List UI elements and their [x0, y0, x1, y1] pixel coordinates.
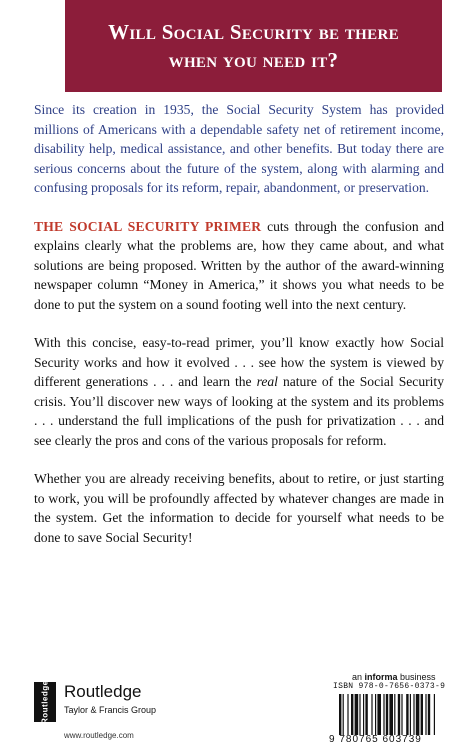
barcode-bar — [386, 694, 388, 735]
barcode-bar — [355, 694, 359, 735]
intro-paragraph: Since its creation in 1935, the Social Security System has provided millions of Americans with a dependable safety net of retirement income, disability help, medical assistance, and other benefits. But today there are serious concerns about the future of the system, along with alarming and confusing proposals for its reform, repair, abandonment, or preservation. — [34, 102, 444, 195]
barcode-bar — [389, 694, 393, 735]
barcode-bar — [383, 694, 384, 735]
barcode-bar — [343, 694, 344, 735]
barcode-bar — [377, 694, 381, 735]
barcode-digits: 9 780765 603739 — [329, 734, 422, 745]
informa-suffix: business — [397, 672, 436, 682]
barcode-bar — [413, 694, 414, 735]
barcode-bar — [416, 694, 420, 735]
publisher-logo — [34, 680, 234, 740]
primer-title: THE SOCIAL SECURITY PRIMER — [34, 218, 262, 234]
barcode-bar — [406, 694, 408, 735]
primer-paragraph-text: cuts through the confusion and explains clearly what the problems are, how they came about, and what solutions are being proposed. Written by the author of the award-winning newspaper column “Money in America,” it shows you what needs to be done to put the system on a sound footing well into the next century. — [34, 218, 444, 312]
barcode-bar — [401, 694, 402, 735]
benefits-text-2: nature of the Social Security crisis. You’ll discover new ways of looking at the system and its problems . . . understand the full implications of the push for privatization . . . and see clearly the pros and cons of the various proposals for reform. — [34, 374, 444, 448]
closing-paragraph: Whether you are already receiving benefits, about to retire, or just starting to work, you will be profoundly affected by whatever changes are made in the system. Get the information to decide for yourself what needs to be done to save Social Security! — [34, 471, 444, 545]
barcode-bar — [425, 694, 426, 735]
body-text — [34, 100, 444, 566]
publisher-group: Taylor & Francis Group — [64, 705, 157, 715]
informa-brand: informa — [364, 672, 398, 682]
barcode-bar — [434, 694, 435, 735]
barcode-bar — [375, 694, 376, 735]
barcode-bar — [428, 694, 430, 735]
barcode-bar — [410, 694, 411, 735]
banner-line-1: Will Social Security be there — [108, 20, 399, 44]
benefits-paragraph — [34, 333, 444, 450]
barcode-bar — [398, 694, 400, 735]
publisher-name: Routledge — [64, 682, 142, 701]
publisher-url: www.routledge.com — [64, 731, 134, 740]
barcode-bar — [347, 694, 348, 735]
benefits-emphasis: real — [256, 374, 278, 389]
informa-tagline — [352, 672, 464, 682]
isbn-label: ISBN 978-0-7656-0373-9 — [333, 682, 446, 691]
barcode-bar — [421, 694, 423, 735]
barcode-icon — [339, 694, 463, 735]
informa-prefix: an — [352, 672, 365, 682]
barcode-bar — [359, 694, 360, 735]
barcode-bar — [339, 694, 341, 735]
barcode-bar — [371, 694, 372, 735]
title-banner — [65, 0, 442, 92]
barcode-bar — [351, 694, 353, 735]
barcode-bar — [363, 694, 364, 735]
primer-paragraph — [34, 217, 444, 315]
routledge-mark-icon: Routledge — [34, 682, 56, 722]
benefits-text-1: With this concise, easy-to-read primer, you’ll know exactly how Social Security works and how it evolved . . . see how the system is viewed by different generations . . . and learn the — [34, 335, 444, 389]
banner-line-2: when you need it? — [168, 48, 339, 72]
barcode-bar — [365, 694, 367, 735]
barcode-bar — [394, 694, 395, 735]
